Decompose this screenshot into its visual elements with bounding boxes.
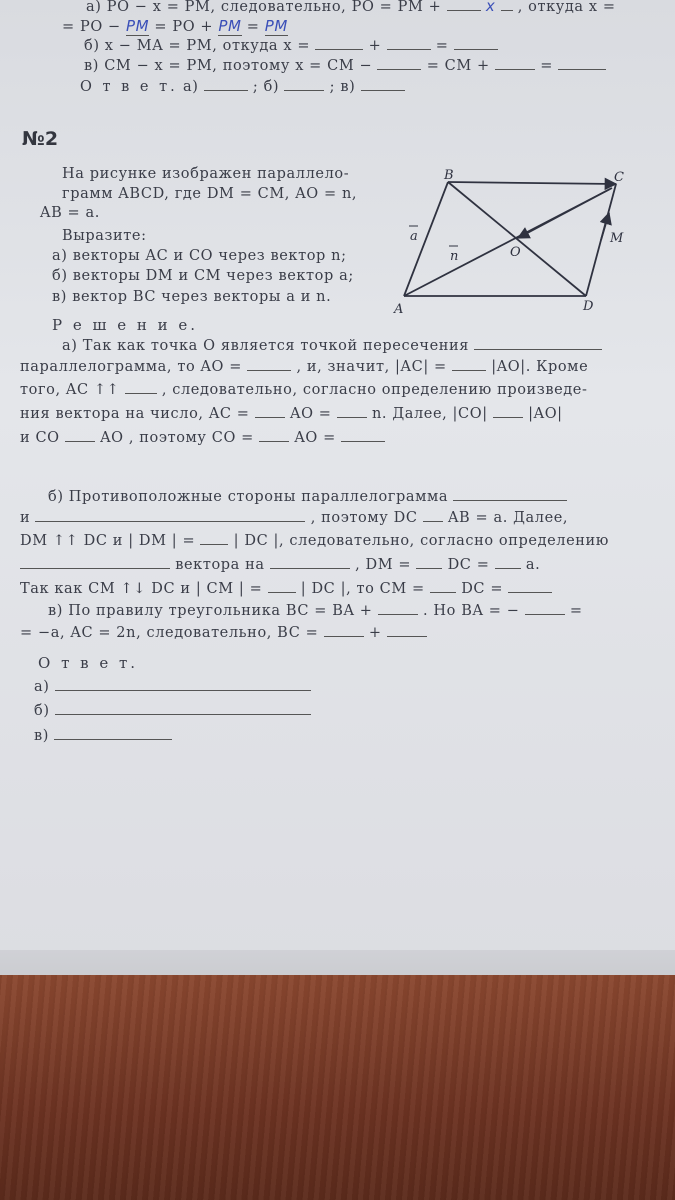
handwriting: PM bbox=[264, 17, 288, 35]
blank bbox=[416, 556, 442, 569]
label-m: M bbox=[610, 231, 624, 246]
solution-a-line-4: ния вектора на число, AC = AO = n. Далее, |CO| |AO| bbox=[20, 406, 563, 422]
blank bbox=[255, 405, 285, 418]
solution-heading: Р е ш е н и е. bbox=[52, 316, 199, 334]
problem-line-2: грамм ABCD, где DM = CM, AO = n, bbox=[62, 186, 358, 202]
answer-a: а) bbox=[34, 678, 311, 695]
blank bbox=[315, 37, 363, 50]
blank bbox=[341, 429, 385, 442]
problem-line-1: На рисунке изображен параллело- bbox=[62, 166, 350, 182]
blank bbox=[474, 337, 602, 350]
blank bbox=[423, 509, 443, 522]
blank bbox=[558, 57, 606, 70]
solution-a-line-5: и CO AO , поэтому CO = AO = bbox=[20, 429, 385, 446]
vector-dm bbox=[601, 213, 609, 240]
solution-b-line-3: DM ↑↑ DC и | DM | = | DC |, следовательно, согласно определению bbox=[20, 533, 610, 549]
task-v: в) вектор BC через векторы a и n. bbox=[52, 289, 332, 305]
blank bbox=[65, 429, 95, 442]
blank bbox=[247, 358, 291, 371]
answer-b-blank[interactable] bbox=[55, 702, 311, 715]
section-number: №2 bbox=[22, 128, 59, 150]
blank bbox=[508, 580, 552, 593]
blank bbox=[430, 580, 456, 593]
blank bbox=[525, 602, 565, 615]
blank bbox=[337, 405, 367, 418]
diagonal-bd bbox=[448, 182, 586, 296]
blank bbox=[204, 78, 248, 91]
side-bc bbox=[448, 182, 616, 184]
answer-b: б) bbox=[34, 702, 311, 719]
handwriting: PM bbox=[125, 17, 150, 35]
wooden-table bbox=[0, 975, 675, 1200]
handwriting: x bbox=[485, 0, 496, 15]
blank bbox=[447, 0, 481, 11]
blank bbox=[495, 57, 535, 70]
solution-a-line-2: параллелограмма, то AO = , и, значит, |AC| = |AO|. Кроме bbox=[20, 359, 589, 375]
parallelogram-diagram bbox=[390, 168, 640, 318]
blank bbox=[20, 556, 170, 569]
blank bbox=[268, 580, 296, 593]
problem-line-3: AB = a. bbox=[40, 205, 100, 221]
express-label: Выразите: bbox=[62, 228, 147, 244]
blank bbox=[35, 509, 305, 522]
blank bbox=[259, 429, 289, 442]
blank bbox=[200, 532, 228, 545]
solution-a-line-1: а) Так как точка O является точкой пересечения bbox=[62, 337, 602, 354]
task-a: а) векторы AC и CO через вектор n; bbox=[52, 248, 347, 264]
answer-heading: О т в е т. bbox=[38, 654, 139, 672]
vector-co bbox=[518, 189, 610, 238]
blank bbox=[361, 78, 405, 91]
label-vec-a: a bbox=[410, 229, 418, 244]
blank bbox=[284, 78, 324, 91]
blank bbox=[452, 358, 486, 371]
blank bbox=[387, 37, 431, 50]
top-line-b: б) x − MA = PM, откуда x = + = bbox=[84, 37, 498, 54]
top-line-eq: = PO − PM = PO + PM = PM bbox=[62, 17, 288, 35]
top-line-v: в) CM − x = PM, поэтому x = CM − = CM + = bbox=[84, 57, 606, 74]
blank bbox=[454, 37, 498, 50]
blank bbox=[387, 624, 427, 637]
blank bbox=[270, 556, 350, 569]
blank bbox=[377, 57, 421, 70]
label-d: D bbox=[583, 299, 594, 314]
answer-v-blank[interactable] bbox=[54, 727, 172, 740]
solution-b-line-1: б) Противоположные стороны параллелограмма bbox=[48, 488, 567, 505]
blank bbox=[493, 405, 523, 418]
label-b: B bbox=[444, 168, 454, 183]
solution-a-line-3: того, AC ↑↑ , следовательно, согласно определению произведе- bbox=[20, 382, 588, 398]
label-vec-n: n bbox=[450, 249, 459, 264]
solution-b-line-2: и , поэтому DC AB = a. Далее, bbox=[20, 510, 569, 526]
label-c: C bbox=[614, 170, 624, 185]
blank bbox=[495, 556, 521, 569]
top-line-a: а) PO − x = PM, следовательно, PO = PM + x , откуда x = bbox=[86, 0, 616, 15]
label-o: O bbox=[510, 245, 521, 260]
blank bbox=[453, 488, 567, 501]
solution-b-line-4: вектора на , DM = DC = a. bbox=[20, 556, 540, 573]
answer-a-blank[interactable] bbox=[55, 678, 311, 691]
solution-v-line-1: в) По правилу треугольника BC = BA + . Но BA = − = bbox=[48, 603, 583, 619]
top-answer-line: О т в е т. а) ; б) ; в) bbox=[80, 78, 405, 95]
answer-v: в) bbox=[34, 727, 172, 744]
label-a: A bbox=[394, 302, 404, 317]
solution-v-line-2: = −a, AC = 2n, следовательно, BC = + bbox=[20, 624, 427, 641]
blank bbox=[378, 602, 418, 615]
blank bbox=[324, 624, 364, 637]
blank bbox=[125, 381, 157, 394]
solution-b-line-5: Так как CM ↑↓ DC и | CM | = | DC |, то CM = DC = bbox=[20, 580, 552, 597]
blank bbox=[501, 0, 513, 11]
task-b: б) векторы DM и CM через вектор a; bbox=[52, 268, 354, 284]
handwriting: PM bbox=[218, 17, 242, 35]
